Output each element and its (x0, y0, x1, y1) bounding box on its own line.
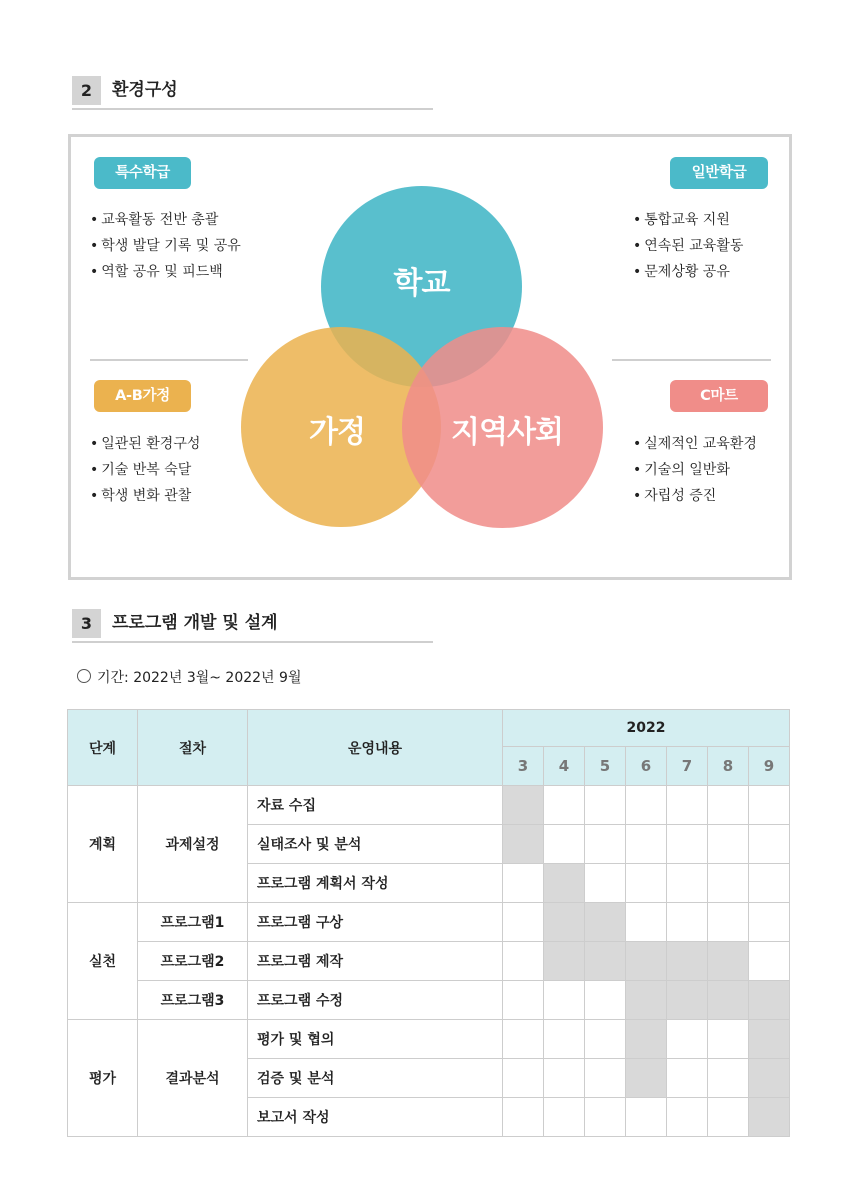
section-2-heading (72, 72, 433, 110)
header-month: 9 (749, 747, 790, 786)
stage-cell: 계획 (68, 786, 138, 903)
list-item: • 문제상황 공유 (633, 259, 743, 285)
month-cell (667, 1059, 708, 1098)
header-month: 8 (708, 747, 749, 786)
list-item: • 기술의 일반화 (633, 457, 757, 483)
month-cell (667, 1098, 708, 1137)
month-cell-active (585, 942, 626, 981)
list-item: • 일관된 환경구성 (90, 431, 200, 457)
list-family-ab (90, 431, 200, 509)
month-cell-active (749, 1020, 790, 1059)
month-cell (503, 1020, 544, 1059)
month-cell (749, 786, 790, 825)
month-cell-active (503, 786, 544, 825)
section-2-title: 환경구성 (112, 80, 178, 100)
month-cell-active (749, 1059, 790, 1098)
month-cell-active (749, 981, 790, 1020)
month-cell (749, 825, 790, 864)
month-cell (544, 1020, 585, 1059)
month-cell (667, 786, 708, 825)
list-item: • 역할 공유 및 피드백 (90, 259, 241, 285)
list-item: • 기술 반복 숙달 (90, 457, 200, 483)
month-cell-active (503, 825, 544, 864)
header-stage: 단계 (68, 710, 138, 786)
month-cell (503, 1059, 544, 1098)
month-cell-active (626, 1059, 667, 1098)
pill-general-class: 일반학급 (670, 157, 768, 189)
stage-cell: 실천 (68, 903, 138, 1020)
venn-label-school: 학교 (393, 266, 450, 301)
header-month: 7 (667, 747, 708, 786)
month-cell-active (544, 942, 585, 981)
table-row (68, 786, 790, 825)
header-month: 3 (503, 747, 544, 786)
divider-left (90, 359, 248, 361)
month-cell-active (585, 903, 626, 942)
month-cell (585, 1059, 626, 1098)
procedure-cell: 프로그램3 (138, 981, 248, 1020)
month-cell (585, 1020, 626, 1059)
month-cell (708, 786, 749, 825)
procedure-cell: 프로그램1 (138, 903, 248, 942)
month-cell (544, 825, 585, 864)
section-3-number: 3 (72, 609, 101, 638)
month-cell (708, 1098, 749, 1137)
header-month: 5 (585, 747, 626, 786)
month-cell-active (667, 942, 708, 981)
list-special-class (90, 207, 241, 285)
month-cell (503, 864, 544, 903)
month-cell-active (667, 981, 708, 1020)
month-cell (626, 1098, 667, 1137)
month-cell (585, 864, 626, 903)
list-item: • 실제적인 교육환경 (633, 431, 757, 457)
month-cell (708, 1059, 749, 1098)
schedule-table (67, 709, 790, 1137)
list-item: • 학생 변화 관찰 (90, 483, 200, 509)
month-cell (708, 864, 749, 903)
content-cell: 프로그램 제작 (248, 942, 503, 981)
circle-bullet-icon (77, 669, 91, 683)
pill-mart-c: C마트 (670, 380, 768, 412)
header-procedure: 절차 (138, 710, 248, 786)
month-cell-active (626, 1020, 667, 1059)
month-cell (585, 1098, 626, 1137)
content-cell: 실태조사 및 분석 (248, 825, 503, 864)
list-mart-c (633, 431, 757, 509)
month-cell (503, 1098, 544, 1137)
divider-right (612, 359, 771, 361)
pill-family-ab: A-B가정 (94, 380, 191, 412)
content-cell: 프로그램 계획서 작성 (248, 864, 503, 903)
month-cell (626, 864, 667, 903)
table-row (68, 981, 790, 1020)
table-row (68, 903, 790, 942)
content-cell: 자료 수집 (248, 786, 503, 825)
month-cell-active (544, 903, 585, 942)
month-cell (585, 786, 626, 825)
content-cell: 검증 및 분석 (248, 1059, 503, 1098)
stage-cell: 평가 (68, 1020, 138, 1137)
month-cell (544, 1059, 585, 1098)
month-cell (585, 981, 626, 1020)
month-cell (626, 825, 667, 864)
month-cell (585, 825, 626, 864)
procedure-cell: 결과분석 (138, 1020, 248, 1137)
list-item: • 자립성 증진 (633, 483, 757, 509)
section-2-number: 2 (72, 76, 101, 105)
month-cell (626, 903, 667, 942)
month-cell (708, 825, 749, 864)
venn-label-home: 가정 (309, 415, 365, 450)
month-cell (667, 903, 708, 942)
month-cell (503, 942, 544, 981)
month-cell (749, 903, 790, 942)
month-cell (626, 786, 667, 825)
header-content: 운영내용 (248, 710, 503, 786)
header-month: 6 (626, 747, 667, 786)
month-cell (503, 903, 544, 942)
month-cell (749, 942, 790, 981)
table-row (68, 942, 790, 981)
month-cell-active (749, 1098, 790, 1137)
month-cell (503, 981, 544, 1020)
procedure-cell: 과제설정 (138, 786, 248, 903)
month-cell (667, 825, 708, 864)
list-item: • 연속된 교육활동 (633, 233, 743, 259)
content-cell: 보고서 작성 (248, 1098, 503, 1137)
month-cell-active (544, 864, 585, 903)
month-cell (667, 864, 708, 903)
month-cell-active (708, 981, 749, 1020)
list-item: • 통합교육 지원 (633, 207, 743, 233)
header-year: 2022 (503, 710, 790, 747)
section-3-heading (72, 605, 433, 643)
month-cell (544, 981, 585, 1020)
month-cell-active (708, 942, 749, 981)
content-cell: 프로그램 수정 (248, 981, 503, 1020)
pill-special-class: 특수학급 (94, 157, 191, 189)
period-text: 기간: 2022년 3월~ 2022년 9월 (97, 670, 302, 686)
month-cell-active (626, 981, 667, 1020)
month-cell-active (626, 942, 667, 981)
month-cell (667, 1020, 708, 1059)
table-row (68, 1020, 790, 1059)
month-cell (708, 903, 749, 942)
environment-diagram (68, 134, 792, 580)
period-line (77, 668, 301, 688)
month-cell (544, 786, 585, 825)
month-cell (708, 1020, 749, 1059)
content-cell: 프로그램 구상 (248, 903, 503, 942)
venn-label-community: 지역사회 (451, 415, 563, 450)
month-cell (749, 864, 790, 903)
content-cell: 평가 및 협의 (248, 1020, 503, 1059)
list-item: • 학생 발달 기록 및 공유 (90, 233, 241, 259)
month-cell (544, 1098, 585, 1137)
header-month: 4 (544, 747, 585, 786)
list-general-class (633, 207, 743, 285)
section-3-title: 프로그램 개발 및 설계 (112, 613, 278, 633)
procedure-cell: 프로그램2 (138, 942, 248, 981)
list-item: • 교육활동 전반 총괄 (90, 207, 241, 233)
